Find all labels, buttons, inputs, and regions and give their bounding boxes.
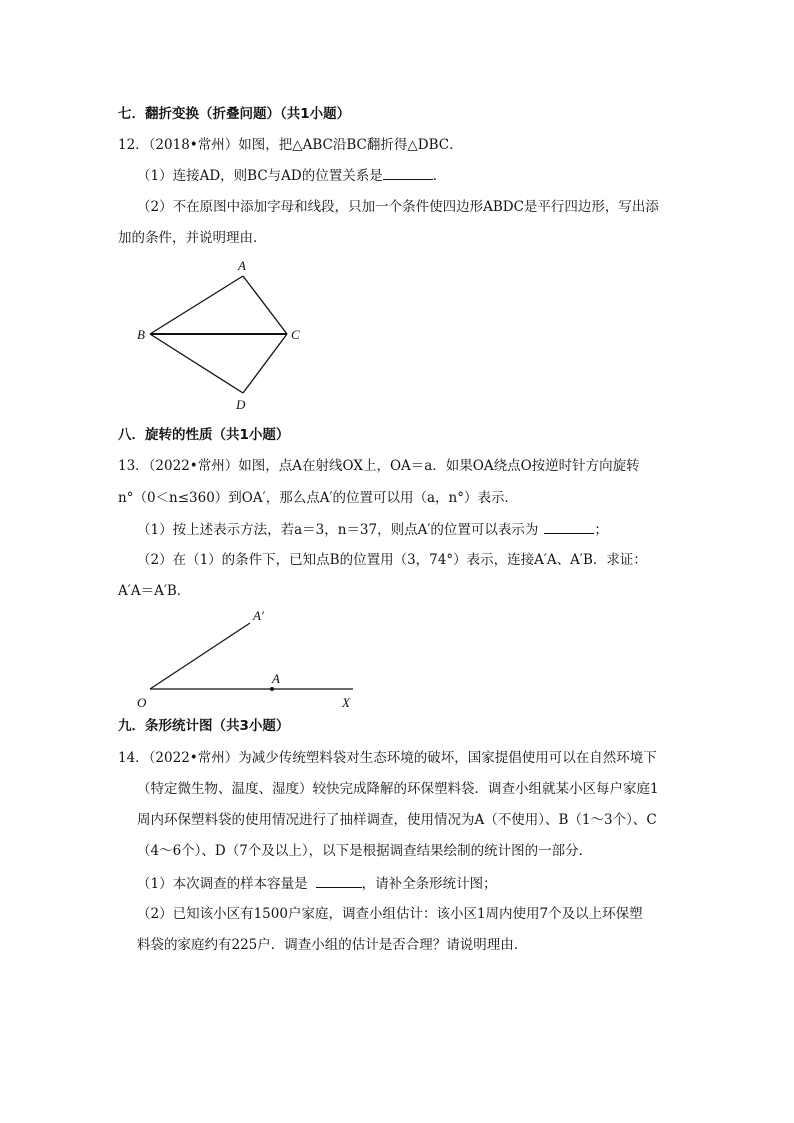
- q14-part1: [137, 873, 497, 894]
- q13-point-a: [270, 687, 274, 691]
- q12-part1-text: （1）连接AD，则BC与AD的位置关系是: [137, 168, 383, 184]
- q14-part1-text: （1）本次调查的样本容量是: [137, 876, 308, 892]
- q13-label-a: A: [272, 671, 280, 686]
- q12-label-a: A: [238, 258, 246, 273]
- q14-part1-end: ，请补全条形统计图；: [361, 876, 497, 892]
- section-heading-7: 七．翻折变换（折叠问题）（共1小题）: [118, 106, 351, 122]
- q14-answer-blank[interactable]: [316, 873, 362, 888]
- q13-part2-line1: （2）在（1）的条件下，已知点B的位置用（3，74°）表示，连接A′A、A′B．求证：: [137, 552, 647, 568]
- q13-part2-line2: A′A＝A′B．: [118, 583, 191, 599]
- q13-label-o: O: [137, 695, 147, 710]
- q13-part1-end: ；: [594, 522, 608, 538]
- q12-part2-line1: （2）不在原图中添加字母和线段，只加一个条件使四边形ABDC是平行四边形，写出添: [137, 199, 659, 215]
- q12-label-d: D: [236, 397, 246, 412]
- q12-part2-line2: 加的条件，并说明理由．: [118, 230, 267, 246]
- q12-label-b: B: [137, 327, 145, 342]
- q12-label-c: C: [291, 327, 300, 342]
- q13-segment-oa-prime: [150, 623, 250, 689]
- section-heading-9: 九．条形统计图（共3小题）: [118, 718, 290, 734]
- q14-stem-line2: （特定微生物、温度、湿度）较快完成降解的环保塑料袋．调查小组就某小区每户家庭1: [137, 781, 659, 797]
- q13-label-x: X: [342, 695, 350, 710]
- q12-stem: 12．（2018•常州）如图，把△ABC沿BC翻折得△DBC．: [118, 137, 463, 153]
- q14-part2-line2: 料袋的家庭约有225户．调查小组的估计是否合理？请说明理由．: [137, 937, 528, 953]
- q13-stem-line1: 13．（2022•常州）如图，点A在射线OX上，OA＝a．如果OA绕点O按逆时针方向旋转: [118, 458, 640, 474]
- q13-label-a-prime: A′: [253, 608, 264, 623]
- section-heading-8: 八．旋转的性质（共1小题）: [118, 427, 290, 443]
- q12-part1-end: ．: [432, 168, 447, 184]
- q14-stem-line4: （4～6个）、D（7个及以上），以下是根据调查结果绘制的统计图的一部分．: [137, 843, 593, 859]
- q14-stem-line1: 14．（2022•常州）为减少传统塑料袋对生态环境的破坏，国家提倡使用可以在自然环境下: [118, 750, 657, 766]
- q13-stem-line2: n°（0＜n≤360）到OA′，那么点A′的位置可以用（a，n°）表示．: [118, 490, 518, 506]
- q13-part1-text: （1）按上述表示方法，若a＝3，n＝37，则点A′的位置可以表示为: [137, 522, 539, 538]
- q14-part2-line1: （2）已知该小区有1500户家庭，调查小组估计：该小区1周内使用7个及以上环保塑: [137, 906, 643, 922]
- q14-stem-line3: 周内环保塑料袋的使用情况进行了抽样调查，使用情况为A（不使用）、B（1～3个）、C: [137, 812, 657, 828]
